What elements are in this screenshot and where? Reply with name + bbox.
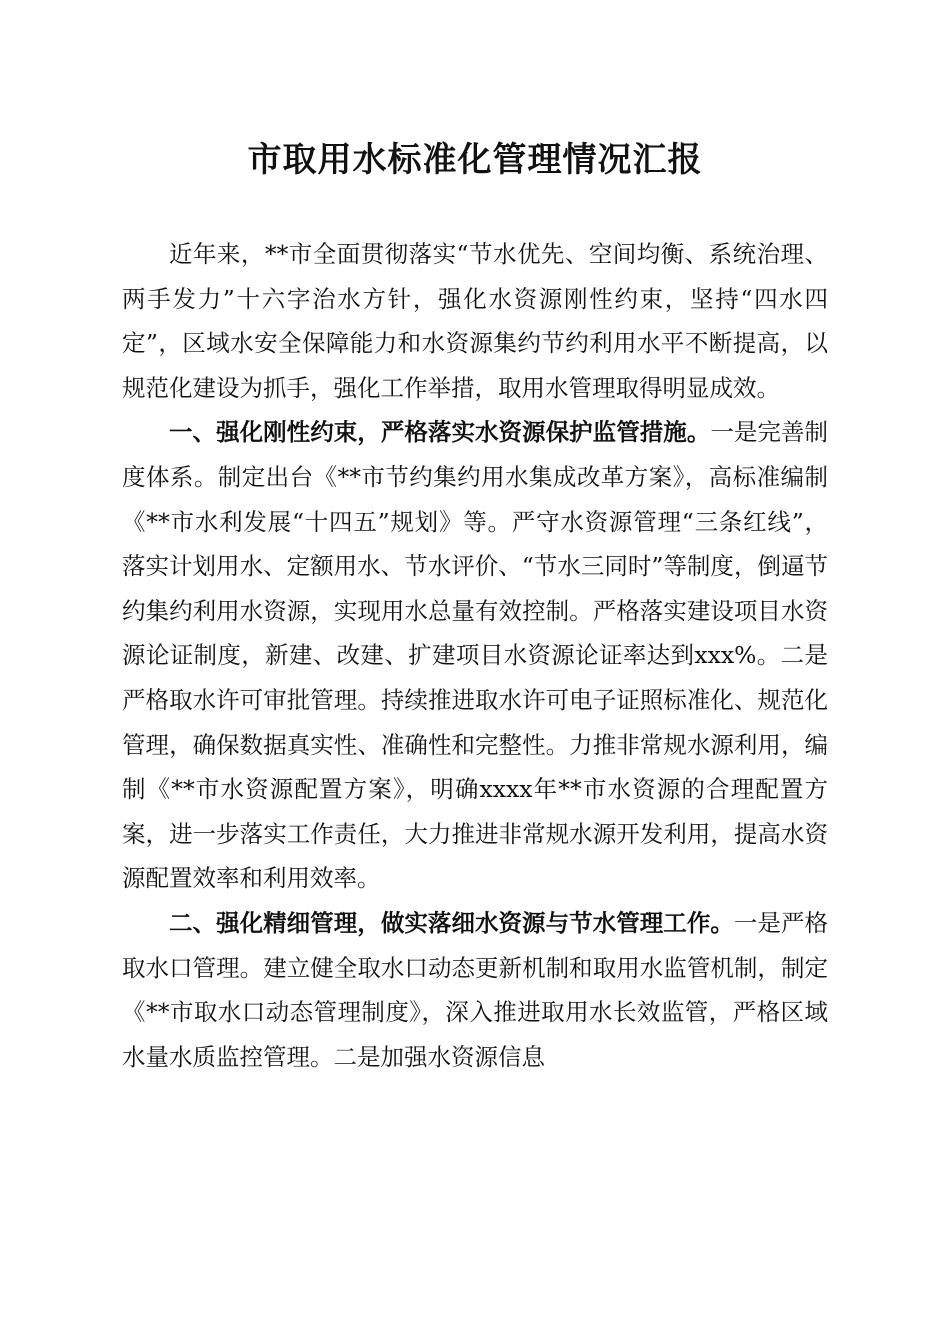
document-title: 市取用水标准化管理情况汇报 [247,140,703,180]
section-1-heading: 一、强化刚性约束，严格落实水资源保护监管措施。 [169,418,711,447]
intro-paragraph: 近年来，**市全面贯彻落实“节水优先、空间均衡、系统治理、两手发力”十六字治水方针，强化水资源刚性约束，坚持“四水四定”，区域水安全保障能力和水资源集约节约利用水平不断提高，以规范化建设为抓手，强化工作举措，取用水管理取得明显成效。 [122,240,828,402]
section-1-paragraph [122,410,828,901]
section-1-body: 一是完善制度体系。制定出台《**市节约集约用水集成改革方案》，高标准编制《**市水利发展“十四五”规划》等。严守水资源管理“三条红线”，落实计划用水、定额用水、节水评价、“节水三同时”等制度，倒逼节约集约利用水资源，实现用水总量有效控制。严格落实建设项目水资源论证制度，新建、改建、扩建项目水资源论证率达到xxx%。二是严格取水许可审批管理。持续推进取水许可电子证照标准化、规范化管理，确保数据真实性、准确性和完整性。力推非常规水源利用，编制《**市水资源配置方案》，明确xxxx年**市水资源的合理配置方案，进一步落实工作责任，大力推进非常规水源开发利用，提高水资源配置效率和利用效率。 [122,418,829,893]
section-2-heading: 二、强化精细管理，做实落细水资源与节水管理工作。 [169,908,734,937]
section-2-body: 一是严格取水口管理。建立健全取水口动态更新机制和取用水监管机制，制定《**市取水口动态管理制度》，深入推进取用水长效监管，严格区域水量水质监控管理。二是加强水资源信息 [122,908,829,1071]
section-2-paragraph [122,901,828,1079]
document-body [122,232,828,1079]
